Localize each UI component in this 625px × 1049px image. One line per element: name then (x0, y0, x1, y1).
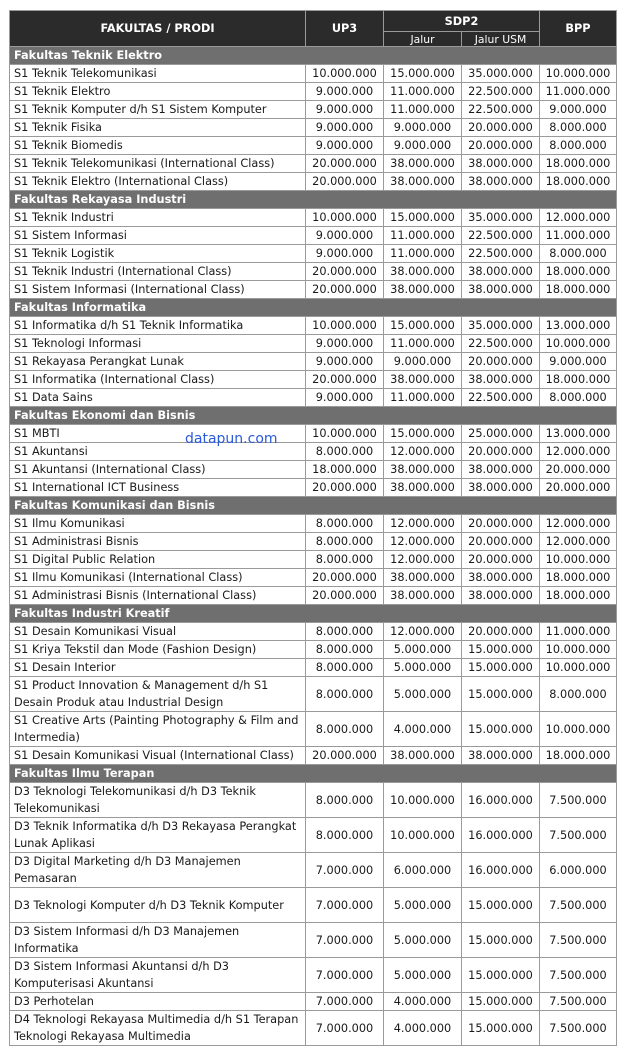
up3-cell: 9.000.000 (306, 245, 384, 263)
header-sdp2-jalur: Jalur (384, 32, 462, 47)
bpp-cell: 20.000.000 (540, 479, 617, 497)
sdp2-jalur-cell: 5.000.000 (384, 958, 462, 993)
bpp-cell: 12.000.000 (540, 209, 617, 227)
sdp2-usm-cell: 20.000.000 (462, 443, 540, 461)
up3-cell: 9.000.000 (306, 119, 384, 137)
sdp2-jalur-cell: 5.000.000 (384, 923, 462, 958)
table-row (10, 119, 617, 137)
up3-cell: 7.000.000 (306, 993, 384, 1011)
sdp2-jalur-cell: 38.000.000 (384, 371, 462, 389)
sdp2-jalur-cell: 11.000.000 (384, 335, 462, 353)
sdp2-usm-cell: 35.000.000 (462, 65, 540, 83)
table-row (10, 389, 617, 407)
faculty-row (10, 497, 617, 515)
sdp2-usm-cell: 15.000.000 (462, 888, 540, 923)
prodi-cell: S1 Teknik Logistik (10, 245, 306, 263)
bpp-cell: 7.500.000 (540, 993, 617, 1011)
up3-cell: 20.000.000 (306, 747, 384, 765)
bpp-cell: 7.500.000 (540, 888, 617, 923)
bpp-cell: 18.000.000 (540, 263, 617, 281)
sdp2-usm-cell: 15.000.000 (462, 677, 540, 712)
sdp2-jalur-cell: 15.000.000 (384, 65, 462, 83)
sdp2-usm-cell: 22.500.000 (462, 389, 540, 407)
sdp2-usm-cell: 38.000.000 (462, 281, 540, 299)
bpp-cell: 13.000.000 (540, 425, 617, 443)
sdp2-usm-cell: 38.000.000 (462, 155, 540, 173)
prodi-cell: S1 International ICT Business (10, 479, 306, 497)
sdp2-jalur-cell: 15.000.000 (384, 317, 462, 335)
table-row (10, 623, 617, 641)
prodi-cell: S1 Teknik Industri (10, 209, 306, 227)
table-row (10, 551, 617, 569)
sdp2-jalur-cell: 38.000.000 (384, 263, 462, 281)
sdp2-usm-cell: 20.000.000 (462, 623, 540, 641)
table-row (10, 641, 617, 659)
sdp2-usm-cell: 35.000.000 (462, 209, 540, 227)
sdp2-jalur-cell: 38.000.000 (384, 155, 462, 173)
up3-cell: 7.000.000 (306, 1011, 384, 1046)
sdp2-jalur-cell: 11.000.000 (384, 83, 462, 101)
watermark-text: datapun.com (185, 431, 278, 447)
prodi-cell: S1 Teknik Fisika (10, 119, 306, 137)
table-row (10, 335, 617, 353)
faculty-name: Fakultas Ekonomi dan Bisnis (10, 407, 617, 425)
up3-cell: 18.000.000 (306, 461, 384, 479)
prodi-cell: S1 Akuntansi (International Class) (10, 461, 306, 479)
up3-cell: 10.000.000 (306, 317, 384, 335)
bpp-cell: 8.000.000 (540, 677, 617, 712)
sdp2-jalur-cell: 38.000.000 (384, 747, 462, 765)
bpp-cell: 11.000.000 (540, 623, 617, 641)
bpp-cell: 12.000.000 (540, 533, 617, 551)
up3-cell: 8.000.000 (306, 551, 384, 569)
up3-cell: 20.000.000 (306, 587, 384, 605)
fee-table (9, 10, 617, 1046)
sdp2-usm-cell: 15.000.000 (462, 641, 540, 659)
sdp2-jalur-cell: 15.000.000 (384, 209, 462, 227)
up3-cell: 9.000.000 (306, 227, 384, 245)
prodi-cell: S1 Teknik Komputer d/h S1 Sistem Komputer (10, 101, 306, 119)
table-row (10, 65, 617, 83)
prodi-cell: S1 Creative Arts (Painting Photography & Film and Intermedia) (10, 712, 306, 747)
prodi-cell: S1 Rekayasa Perangkat Lunak (10, 353, 306, 371)
up3-cell: 20.000.000 (306, 569, 384, 587)
bpp-cell: 10.000.000 (540, 65, 617, 83)
faculty-row (10, 47, 617, 65)
bpp-cell: 12.000.000 (540, 515, 617, 533)
prodi-cell: S1 Desain Interior (10, 659, 306, 677)
table-body (10, 47, 617, 1046)
prodi-cell: S1 Kriya Tekstil dan Mode (Fashion Design) (10, 641, 306, 659)
up3-cell: 9.000.000 (306, 389, 384, 407)
sdp2-jalur-cell: 4.000.000 (384, 712, 462, 747)
up3-cell: 7.000.000 (306, 853, 384, 888)
prodi-cell: D3 Teknik Informatika d/h D3 Rekayasa Perangkat Lunak Aplikasi (10, 818, 306, 853)
sdp2-jalur-cell: 10.000.000 (384, 818, 462, 853)
sdp2-jalur-cell: 5.000.000 (384, 888, 462, 923)
sdp2-usm-cell: 15.000.000 (462, 958, 540, 993)
sdp2-usm-cell: 38.000.000 (462, 173, 540, 191)
bpp-cell: 18.000.000 (540, 587, 617, 605)
bpp-cell: 10.000.000 (540, 659, 617, 677)
bpp-cell: 7.500.000 (540, 923, 617, 958)
prodi-cell: D3 Sistem Informasi d/h D3 Manajemen Informatika (10, 923, 306, 958)
sdp2-usm-cell: 20.000.000 (462, 533, 540, 551)
up3-cell: 7.000.000 (306, 923, 384, 958)
sdp2-jalur-cell: 4.000.000 (384, 1011, 462, 1046)
bpp-cell: 18.000.000 (540, 173, 617, 191)
bpp-cell: 20.000.000 (540, 461, 617, 479)
table-row (10, 173, 617, 191)
sdp2-jalur-cell: 5.000.000 (384, 677, 462, 712)
faculty-row (10, 605, 617, 623)
table-row (10, 587, 617, 605)
prodi-cell: S1 MBTI (10, 425, 306, 443)
table-row (10, 83, 617, 101)
sdp2-usm-cell: 22.500.000 (462, 227, 540, 245)
bpp-cell: 9.000.000 (540, 353, 617, 371)
sdp2-usm-cell: 20.000.000 (462, 353, 540, 371)
faculty-row (10, 299, 617, 317)
bpp-cell: 7.500.000 (540, 1011, 617, 1046)
bpp-cell: 10.000.000 (540, 551, 617, 569)
sdp2-usm-cell: 22.500.000 (462, 335, 540, 353)
sdp2-usm-cell: 35.000.000 (462, 317, 540, 335)
prodi-cell: S1 Product Innovation & Management d/h S1 Desain Produk atau Industrial Design (10, 677, 306, 712)
table-row (10, 371, 617, 389)
faculty-name: Fakultas Rekayasa Industri (10, 191, 617, 209)
sdp2-jalur-cell: 11.000.000 (384, 101, 462, 119)
table-row (10, 209, 617, 227)
table-row (10, 281, 617, 299)
bpp-cell: 8.000.000 (540, 389, 617, 407)
sdp2-jalur-cell: 9.000.000 (384, 353, 462, 371)
sdp2-usm-cell: 22.500.000 (462, 83, 540, 101)
table-row (10, 227, 617, 245)
table-row (10, 245, 617, 263)
sdp2-usm-cell: 15.000.000 (462, 1011, 540, 1046)
faculty-name: Fakultas Industri Kreatif (10, 605, 617, 623)
up3-cell: 9.000.000 (306, 137, 384, 155)
sdp2-usm-cell: 22.500.000 (462, 101, 540, 119)
sdp2-usm-cell: 15.000.000 (462, 993, 540, 1011)
sdp2-jalur-cell: 38.000.000 (384, 587, 462, 605)
bpp-cell: 11.000.000 (540, 83, 617, 101)
faculty-name: Fakultas Teknik Elektro (10, 47, 617, 65)
header-up3: UP3 (306, 11, 384, 47)
sdp2-jalur-cell: 38.000.000 (384, 281, 462, 299)
sdp2-jalur-cell: 12.000.000 (384, 515, 462, 533)
table-row (10, 461, 617, 479)
up3-cell: 9.000.000 (306, 353, 384, 371)
sdp2-usm-cell: 16.000.000 (462, 818, 540, 853)
bpp-cell: 9.000.000 (540, 101, 617, 119)
sdp2-usm-cell: 15.000.000 (462, 712, 540, 747)
table-row (10, 443, 617, 461)
faculty-row (10, 765, 617, 783)
bpp-cell: 18.000.000 (540, 747, 617, 765)
bpp-cell: 11.000.000 (540, 227, 617, 245)
sdp2-jalur-cell: 12.000.000 (384, 551, 462, 569)
prodi-cell: D3 Perhotelan (10, 993, 306, 1011)
prodi-cell: D3 Teknologi Komputer d/h D3 Teknik Komputer (10, 888, 306, 923)
sdp2-usm-cell: 38.000.000 (462, 569, 540, 587)
sdp2-usm-cell: 20.000.000 (462, 137, 540, 155)
up3-cell: 8.000.000 (306, 677, 384, 712)
header-prodi: FAKULTAS / PRODI (10, 11, 306, 47)
sdp2-jalur-cell: 4.000.000 (384, 993, 462, 1011)
up3-cell: 8.000.000 (306, 783, 384, 818)
sdp2-jalur-cell: 5.000.000 (384, 659, 462, 677)
up3-cell: 8.000.000 (306, 515, 384, 533)
up3-cell: 7.000.000 (306, 958, 384, 993)
sdp2-jalur-cell: 6.000.000 (384, 853, 462, 888)
table-row (10, 101, 617, 119)
sdp2-usm-cell: 38.000.000 (462, 587, 540, 605)
up3-cell: 20.000.000 (306, 173, 384, 191)
faculty-row (10, 407, 617, 425)
table-row (10, 263, 617, 281)
up3-cell: 20.000.000 (306, 281, 384, 299)
bpp-cell: 18.000.000 (540, 371, 617, 389)
header-bpp: BPP (540, 11, 617, 47)
up3-cell: 9.000.000 (306, 335, 384, 353)
sdp2-jalur-cell: 5.000.000 (384, 641, 462, 659)
bpp-cell: 6.000.000 (540, 853, 617, 888)
prodi-cell: S1 Administrasi Bisnis (10, 533, 306, 551)
bpp-cell: 10.000.000 (540, 641, 617, 659)
table-row (10, 712, 617, 747)
table-row (10, 677, 617, 712)
table-row (10, 515, 617, 533)
sdp2-jalur-cell: 38.000.000 (384, 479, 462, 497)
up3-cell: 10.000.000 (306, 425, 384, 443)
up3-cell: 9.000.000 (306, 101, 384, 119)
prodi-cell: S1 Ilmu Komunikasi (International Class) (10, 569, 306, 587)
up3-cell: 20.000.000 (306, 263, 384, 281)
faculty-name: Fakultas Ilmu Terapan (10, 765, 617, 783)
sdp2-usm-cell: 16.000.000 (462, 783, 540, 818)
prodi-cell: S1 Teknik Biomedis (10, 137, 306, 155)
table-row (10, 923, 617, 958)
bpp-cell: 10.000.000 (540, 712, 617, 747)
prodi-cell: S1 Teknologi Informasi (10, 335, 306, 353)
bpp-cell: 10.000.000 (540, 335, 617, 353)
table-row (10, 425, 617, 443)
prodi-cell: S1 Teknik Telekomunikasi (International Class) (10, 155, 306, 173)
table-row (10, 659, 617, 677)
sdp2-jalur-cell: 12.000.000 (384, 623, 462, 641)
bpp-cell: 12.000.000 (540, 443, 617, 461)
table-row (10, 958, 617, 993)
table-row (10, 783, 617, 818)
sdp2-jalur-cell: 12.000.000 (384, 533, 462, 551)
prodi-cell: S1 Informatika d/h S1 Teknik Informatika (10, 317, 306, 335)
table-row (10, 353, 617, 371)
table-row (10, 993, 617, 1011)
sdp2-jalur-cell: 11.000.000 (384, 389, 462, 407)
table-header (10, 11, 617, 47)
up3-cell: 8.000.000 (306, 641, 384, 659)
sdp2-jalur-cell: 38.000.000 (384, 173, 462, 191)
bpp-cell: 8.000.000 (540, 119, 617, 137)
prodi-cell: S1 Desain Komunikasi Visual (International Class) (10, 747, 306, 765)
sdp2-usm-cell: 15.000.000 (462, 923, 540, 958)
prodi-cell: S1 Informatika (International Class) (10, 371, 306, 389)
up3-cell: 10.000.000 (306, 65, 384, 83)
prodi-cell: D4 Teknologi Rekayasa Multimedia d/h S1 Terapan Teknologi Rekayasa Multimedia (10, 1011, 306, 1046)
up3-cell: 8.000.000 (306, 623, 384, 641)
up3-cell: 20.000.000 (306, 155, 384, 173)
prodi-cell: S1 Digital Public Relation (10, 551, 306, 569)
sdp2-usm-cell: 38.000.000 (462, 371, 540, 389)
sdp2-usm-cell: 15.000.000 (462, 659, 540, 677)
sdp2-jalur-cell: 15.000.000 (384, 425, 462, 443)
sdp2-usm-cell: 20.000.000 (462, 119, 540, 137)
table-row (10, 137, 617, 155)
bpp-cell: 7.500.000 (540, 783, 617, 818)
up3-cell: 20.000.000 (306, 371, 384, 389)
header-sdp2-usm: Jalur USM (462, 32, 540, 47)
table-row (10, 155, 617, 173)
sdp2-usm-cell: 38.000.000 (462, 461, 540, 479)
up3-cell: 8.000.000 (306, 533, 384, 551)
bpp-cell: 18.000.000 (540, 155, 617, 173)
faculty-name: Fakultas Komunikasi dan Bisnis (10, 497, 617, 515)
table-row (10, 747, 617, 765)
header-sdp2: SDP2 (384, 11, 540, 32)
table-row (10, 317, 617, 335)
sdp2-jalur-cell: 38.000.000 (384, 569, 462, 587)
sdp2-jalur-cell: 10.000.000 (384, 783, 462, 818)
prodi-cell: S1 Data Sains (10, 389, 306, 407)
up3-cell: 8.000.000 (306, 659, 384, 677)
sdp2-usm-cell: 38.000.000 (462, 263, 540, 281)
up3-cell: 9.000.000 (306, 83, 384, 101)
bpp-cell: 18.000.000 (540, 281, 617, 299)
table-row (10, 818, 617, 853)
sdp2-jalur-cell: 11.000.000 (384, 227, 462, 245)
sdp2-usm-cell: 20.000.000 (462, 515, 540, 533)
prodi-cell: D3 Digital Marketing d/h D3 Manajemen Pemasaran (10, 853, 306, 888)
faculty-name: Fakultas Informatika (10, 299, 617, 317)
sdp2-usm-cell: 22.500.000 (462, 245, 540, 263)
table-row (10, 1011, 617, 1046)
table-row (10, 569, 617, 587)
bpp-cell: 7.500.000 (540, 818, 617, 853)
prodi-cell: S1 Teknik Industri (International Class) (10, 263, 306, 281)
sdp2-jalur-cell: 12.000.000 (384, 443, 462, 461)
bpp-cell: 8.000.000 (540, 245, 617, 263)
sdp2-usm-cell: 20.000.000 (462, 551, 540, 569)
prodi-cell: S1 Teknik Elektro (10, 83, 306, 101)
table-row (10, 888, 617, 923)
sdp2-usm-cell: 38.000.000 (462, 747, 540, 765)
prodi-cell: S1 Administrasi Bisnis (International Class) (10, 587, 306, 605)
faculty-row (10, 191, 617, 209)
sdp2-jalur-cell: 9.000.000 (384, 119, 462, 137)
prodi-cell: S1 Akuntansi (10, 443, 306, 461)
sdp2-usm-cell: 38.000.000 (462, 479, 540, 497)
up3-cell: 8.000.000 (306, 818, 384, 853)
prodi-cell: S1 Desain Komunikasi Visual (10, 623, 306, 641)
up3-cell: 8.000.000 (306, 712, 384, 747)
up3-cell: 7.000.000 (306, 888, 384, 923)
bpp-cell: 7.500.000 (540, 958, 617, 993)
bpp-cell: 13.000.000 (540, 317, 617, 335)
prodi-cell: S1 Ilmu Komunikasi (10, 515, 306, 533)
up3-cell: 8.000.000 (306, 443, 384, 461)
prodi-cell: S1 Teknik Elektro (International Class) (10, 173, 306, 191)
sdp2-jalur-cell: 38.000.000 (384, 461, 462, 479)
bpp-cell: 8.000.000 (540, 137, 617, 155)
prodi-cell: S1 Sistem Informasi (International Class) (10, 281, 306, 299)
up3-cell: 20.000.000 (306, 479, 384, 497)
prodi-cell: S1 Teknik Telekomunikasi (10, 65, 306, 83)
prodi-cell: D3 Sistem Informasi Akuntansi d/h D3 Komputerisasi Akuntansi (10, 958, 306, 993)
bpp-cell: 18.000.000 (540, 569, 617, 587)
table-row (10, 479, 617, 497)
up3-cell: 10.000.000 (306, 209, 384, 227)
sdp2-jalur-cell: 9.000.000 (384, 137, 462, 155)
table-row (10, 533, 617, 551)
sdp2-usm-cell: 16.000.000 (462, 853, 540, 888)
sdp2-jalur-cell: 11.000.000 (384, 245, 462, 263)
prodi-cell: S1 Sistem Informasi (10, 227, 306, 245)
sdp2-usm-cell: 25.000.000 (462, 425, 540, 443)
prodi-cell: D3 Teknologi Telekomunikasi d/h D3 Teknik Telekomunikasi (10, 783, 306, 818)
table-row (10, 853, 617, 888)
